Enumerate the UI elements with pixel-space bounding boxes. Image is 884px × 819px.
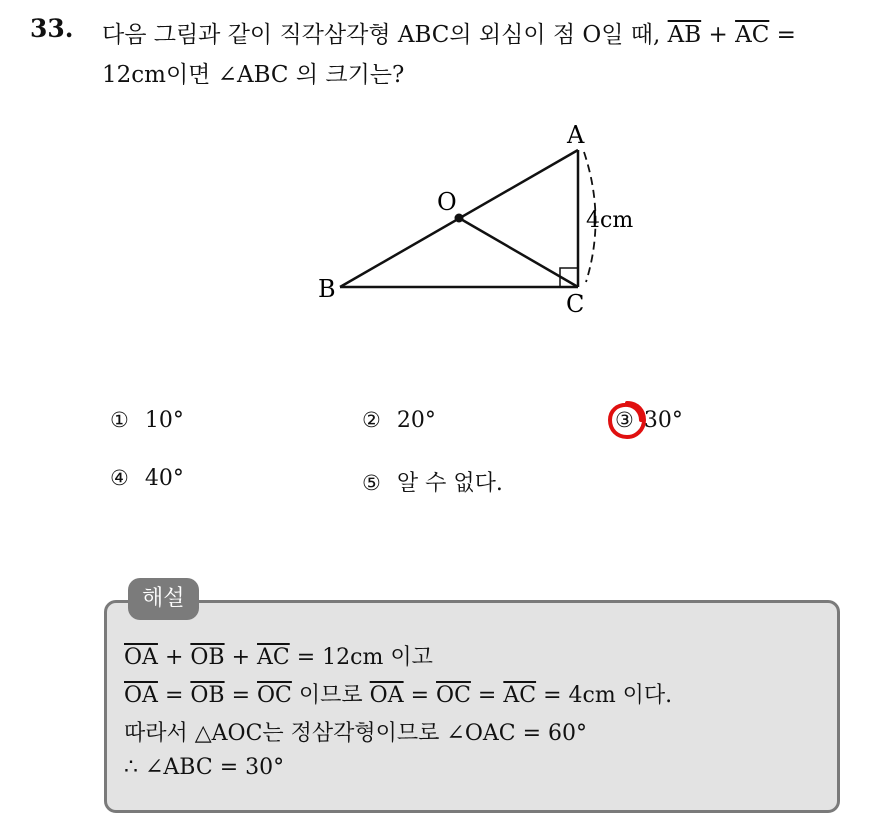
op-plus: + bbox=[231, 645, 251, 670]
solution-line-4: ∴ ∠ABC = 30° bbox=[124, 755, 285, 780]
triangle-figure bbox=[0, 0, 884, 360]
length-label: 4cm bbox=[586, 208, 634, 233]
choice-3-number: ③ bbox=[615, 408, 634, 432]
label-a: A bbox=[567, 121, 585, 149]
question-line-2: 12cm이면 ∠ABC 의 크기는? bbox=[102, 62, 405, 88]
label-o: O bbox=[437, 188, 457, 216]
choice-4-number: ④ bbox=[110, 466, 129, 490]
segment-ab: $\overline{AB}$ bbox=[667, 22, 702, 48]
solution-line-2 bbox=[124, 678, 672, 709]
seg-oa: $\overline{OA}$ bbox=[369, 683, 404, 708]
op-equals: = bbox=[231, 683, 251, 708]
solution-text: = 12cm 이고 bbox=[296, 645, 433, 670]
choice-2[interactable] bbox=[362, 408, 436, 433]
choice-2-value: 20° bbox=[396, 408, 436, 433]
seg-ob: $\overline{OB}$ bbox=[190, 683, 225, 708]
solution-text: 이므로 bbox=[298, 683, 363, 708]
choice-4-value: 40° bbox=[144, 466, 184, 491]
choice-4[interactable] bbox=[110, 466, 184, 491]
choice-1-value: 10° bbox=[144, 408, 184, 433]
segment-ac: $\overline{AC}$ bbox=[735, 22, 770, 48]
choice-5-value: 알 수 없다. bbox=[396, 471, 503, 496]
choice-1-number: ① bbox=[110, 408, 129, 432]
question-text: 다음 그림과 같이 직각삼각형 ABC의 외심이 점 O일 때, bbox=[102, 22, 661, 48]
answer-circle-mark bbox=[607, 400, 647, 440]
seg-oa: $\overline{OA}$ bbox=[124, 683, 158, 708]
equals-sign: = bbox=[776, 22, 796, 48]
seg-ob: $\overline{OB}$ bbox=[190, 645, 225, 670]
choice-5[interactable] bbox=[362, 466, 503, 497]
seg-oa: $\overline{OA}$ bbox=[124, 645, 158, 670]
choice-1[interactable] bbox=[110, 408, 184, 433]
seg-ac: $\overline{AC}$ bbox=[257, 645, 290, 670]
solution-text: = 4cm 이다. bbox=[543, 683, 673, 708]
op-equals: = bbox=[477, 683, 497, 708]
solution-line-3: 따라서 △AOC는 정삼각형이므로 ∠OAC = 60° bbox=[124, 721, 588, 746]
op-equals: = bbox=[410, 683, 430, 708]
seg-ac: $\overline{AC}$ bbox=[503, 683, 537, 708]
seg-oc: $\overline{OC}$ bbox=[257, 683, 292, 708]
choice-3-value: 30° bbox=[643, 408, 683, 433]
op-equals: = bbox=[164, 683, 184, 708]
label-b: B bbox=[318, 275, 336, 303]
seg-oc: $\overline{OC}$ bbox=[436, 683, 471, 708]
label-c: C bbox=[566, 290, 585, 318]
plus-sign: + bbox=[708, 22, 728, 48]
choice-5-number: ⑤ bbox=[362, 471, 381, 495]
question-number: 33. bbox=[30, 14, 74, 43]
solution-tab: 해설 bbox=[128, 578, 199, 620]
solution-line-1 bbox=[124, 640, 433, 671]
choice-2-number: ② bbox=[362, 408, 381, 432]
op-plus: + bbox=[164, 645, 184, 670]
